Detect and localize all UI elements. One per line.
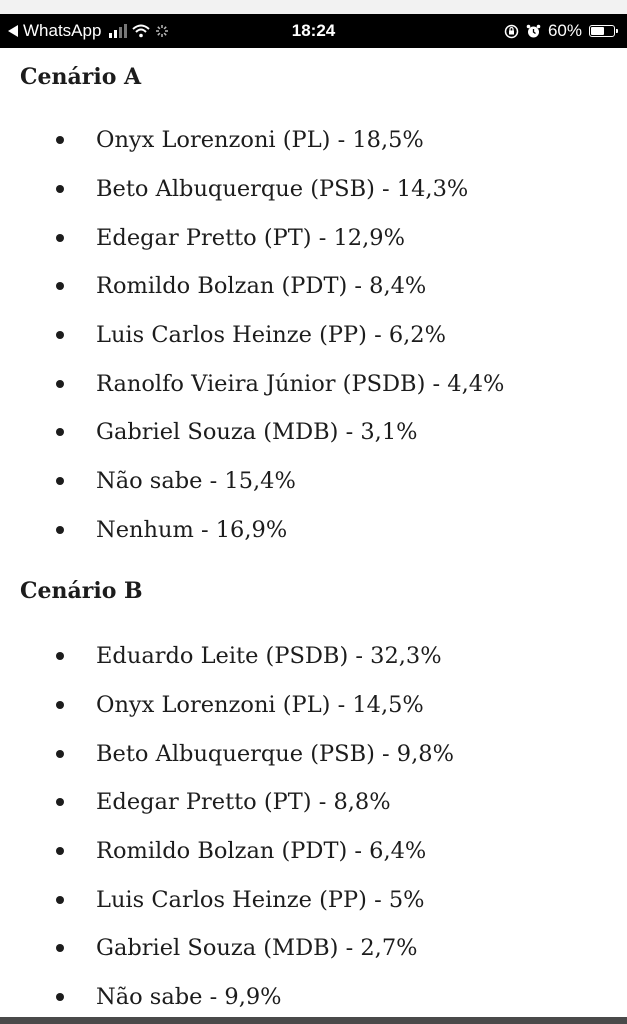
list-item-text: Beto Albuquerque (PSB) - 14,3% (96, 176, 469, 203)
list-item-text: Não sabe - 15,4% (96, 468, 296, 495)
list-item-text: Gabriel Souza (MDB) - 2,7% (96, 935, 418, 962)
bullet-icon (56, 234, 64, 242)
status-time: 18:24 (291, 21, 336, 40)
top-strip (0, 0, 627, 14)
wifi-icon (132, 24, 150, 38)
back-to-app-link[interactable] (8, 14, 169, 48)
list-item (0, 681, 454, 730)
bullet-icon (56, 526, 64, 534)
back-app-label: WhatsApp (23, 21, 102, 40)
list-item (0, 729, 454, 778)
list-item (0, 213, 504, 262)
scenario-a-heading: Cenário A (20, 64, 142, 90)
bullet-icon (56, 282, 64, 290)
list-item-text: Romildo Bolzan (PDT) - 8,4% (96, 273, 427, 300)
list-item-text: Nenhum - 16,9% (96, 516, 288, 543)
battery-level (591, 27, 604, 35)
orientation-lock-icon (504, 24, 519, 39)
bottom-bar (0, 1017, 627, 1024)
bullet-icon (56, 652, 64, 660)
bullet-icon (56, 331, 64, 339)
list-item (0, 827, 454, 876)
list-item (0, 311, 504, 360)
list-item-text: Eduardo Leite (PSDB) - 32,3% (96, 643, 442, 670)
loading-spinner-icon (155, 24, 169, 38)
cellular-signal-icon (109, 24, 127, 38)
list-item-text: Luis Carlos Heinze (PP) - 5% (96, 886, 425, 913)
alarm-icon (526, 24, 541, 39)
list-item-text: Onyx Lorenzoni (PL) - 18,5% (96, 127, 424, 154)
scenario-a-list (0, 116, 504, 554)
list-item-text: Beto Albuquerque (PSB) - 9,8% (96, 740, 454, 767)
bullet-icon (56, 896, 64, 904)
list-item-text: Luis Carlos Heinze (PP) - 6,2% (96, 322, 447, 349)
bullet-icon (56, 750, 64, 758)
list-item (0, 165, 504, 214)
bullet-icon (56, 380, 64, 388)
list-item-text: Não sabe - 9,9% (96, 984, 282, 1011)
status-bar (0, 14, 627, 48)
bullet-icon (56, 136, 64, 144)
list-item (0, 924, 454, 973)
scenario-b-heading: Cenário B (20, 578, 143, 604)
list-item (0, 359, 504, 408)
bullet-icon (56, 993, 64, 1001)
article-content (0, 48, 627, 1016)
battery-percentage: 60% (547, 21, 582, 40)
list-item (0, 875, 454, 924)
bullet-icon (56, 847, 64, 855)
scenario-b-list (0, 632, 454, 1016)
list-item-text: Edegar Pretto (PT) - 12,9% (96, 224, 405, 251)
list-item (0, 262, 504, 311)
bullet-icon (56, 798, 64, 806)
list-item (0, 408, 504, 457)
bullet-icon (56, 428, 64, 436)
bullet-icon (56, 944, 64, 952)
list-item-text: Ranolfo Vieira Júnior (PSDB) - 4,4% (96, 370, 505, 397)
list-item-text: Edegar Pretto (PT) - 8,8% (96, 789, 391, 816)
list-item (0, 506, 504, 555)
bullet-icon (56, 477, 64, 485)
bullet-icon (56, 701, 64, 709)
list-item (0, 116, 504, 165)
list-item (0, 778, 454, 827)
list-item-text: Onyx Lorenzoni (PL) - 14,5% (96, 692, 424, 719)
list-item (0, 973, 454, 1016)
list-item-text: Romildo Bolzan (PDT) - 6,4% (96, 838, 427, 865)
back-arrow-icon (8, 25, 18, 37)
list-item (0, 632, 454, 681)
bullet-icon (56, 185, 64, 193)
list-item (0, 457, 504, 506)
list-item-text: Gabriel Souza (MDB) - 3,1% (96, 419, 418, 446)
battery-icon (589, 25, 615, 37)
